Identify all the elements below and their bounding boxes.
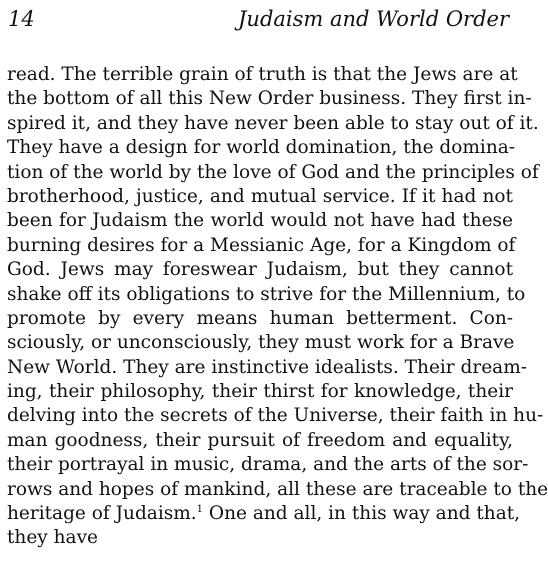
- text-segment: One and all, in this way and that,: [203, 503, 521, 525]
- body-text: [7, 63, 548, 549]
- text-line: brotherhood, justice, and mutual service. If it had not: [7, 185, 513, 207]
- text-line: ing, their philosophy, their thirst for knowledge, their: [7, 381, 513, 403]
- text-line: burning desires for a Messianic Age, for a Kingdom of: [7, 234, 516, 256]
- running-header: [8, 4, 509, 34]
- text-segment: heritage of Judaism.: [7, 503, 197, 525]
- page-number: 14: [8, 7, 35, 31]
- book-title: Judaism and World Order: [238, 7, 509, 31]
- text-line: spired it, and they have never been able to stay out of it.: [7, 112, 539, 134]
- text-line: sciously, or unconsciously, they must work for a Brave: [7, 332, 515, 354]
- text-line: been for Judaism the world would not have had these: [7, 210, 513, 232]
- text-line: They have a design for world domination, the domina-: [7, 137, 516, 159]
- text-line: read. The terrible grain of truth is that the Jews are at: [7, 64, 518, 85]
- text-line: man goodness, their pursuit of freedom and equality,: [7, 429, 513, 451]
- cut-off-text-line: they have: [7, 527, 98, 549]
- text-line: tion of the world by the love of God and the principles of: [7, 161, 539, 183]
- text-line: God. Jews may foreswear Judaism, but they cannot: [7, 259, 513, 281]
- text-line: rows and hopes of mankind, all these are traceable to the: [7, 478, 548, 500]
- text-line: shake off its obligations to strive for the Millennium, to: [7, 283, 526, 305]
- text-line: New World. They are instinctive idealists. Their dream-: [7, 356, 527, 378]
- text-line: their portrayal in music, drama, and the arts of the sor-: [7, 454, 529, 476]
- text-line: the bottom of all this New Order business. They first in-: [7, 88, 532, 110]
- footnote-marker[interactable]: 1: [196, 504, 204, 516]
- text-line: promote by every means human betterment. Con-: [7, 307, 513, 329]
- text-line: delving into the secrets of the Universe, their faith in hu-: [7, 405, 544, 427]
- text-line-with-footnote: [7, 502, 521, 526]
